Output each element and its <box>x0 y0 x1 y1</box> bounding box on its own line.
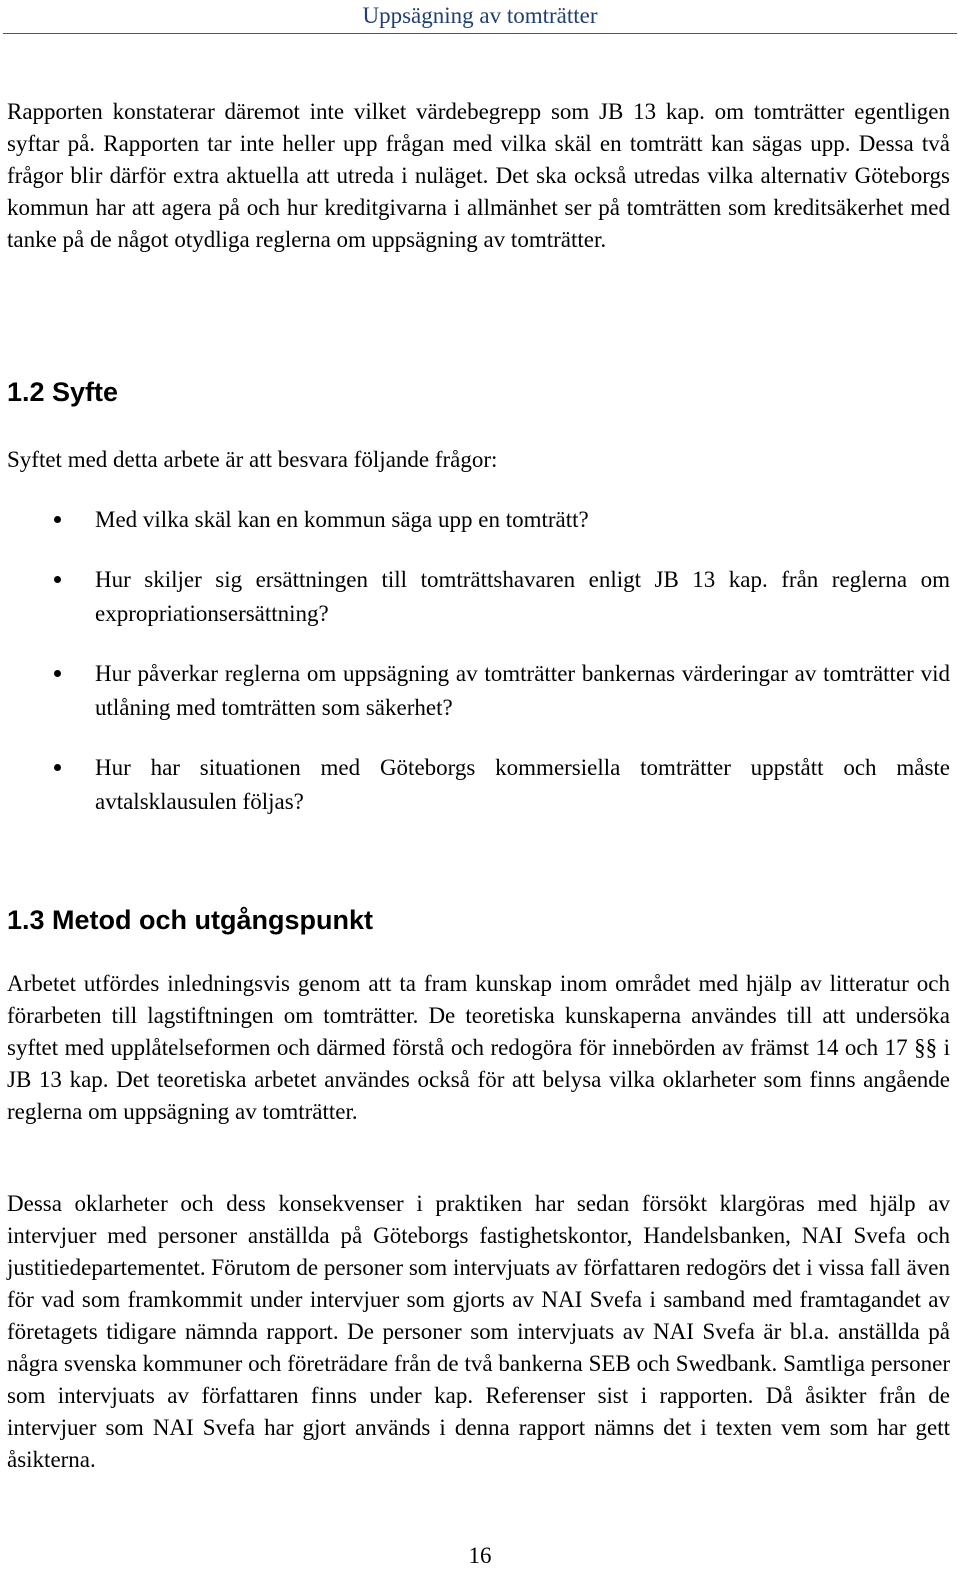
list-item <box>0 657 950 725</box>
question-text: Med vilka skäl kan en kommun säga upp en tomträtt? <box>95 507 589 532</box>
list-item <box>0 751 950 819</box>
syfte-lead-text: Syftet med detta arbete är att besvara följande frågor: <box>7 447 498 472</box>
section-heading-metod: 1.3 Metod och utgångspunkt <box>7 905 374 935</box>
list-item <box>0 503 950 537</box>
bullet-icon <box>54 670 61 677</box>
list-item <box>0 563 950 631</box>
question-text: Hur har situationen med Göteborgs kommersiella tomträtter uppstått och måste avtalsklausulen följas? <box>95 755 950 814</box>
page-number: 16 <box>468 1543 492 1568</box>
metod-paragraph-1: Arbetet utfördes inledningsvis genom att ta fram kunskap inom området med hjälp av litteratur och förarbeten till lagstiftningen om tomträtter. De teoretiska kunskaperna användes till att undersöka syftet med upplåtelseformen och därmed förstå och redogöra för innebörden av främst 14 och 17 §§ i JB 13 kap. Det teoretiska arbetet användes också för att belysa vilka oklarheter som finns angående reglerna om uppsägning av tomträtter. <box>7 971 950 1124</box>
bullet-icon <box>54 764 61 771</box>
running-header-title: Uppsägning av tomträtter <box>362 3 598 28</box>
bullet-icon <box>54 576 61 583</box>
intro-paragraph: Rapporten konstaterar däremot inte vilket värdebegrepp som JB 13 kap. om tomträtter egentligen syftar på. Rapporten tar inte heller upp frågan med vilka skäl en tomträtt kan sägas upp. Dessa två frågor blir därför extra aktuella att utreda i nuläget. Det ska också utredas vilka alternativ Göteborgs kommun har att agera på och hur kreditgivarna i allmänhet ser på tomträtten som kreditsäkerhet med tanke på de något otydliga reglerna om uppsägning av tomträtter. <box>7 99 950 252</box>
question-text: Hur påverkar reglerna om uppsägning av tomträtter bankernas värderingar av tomträtter vid utlåning med tomträtten som säkerhet? <box>95 661 950 720</box>
header-divider <box>3 33 957 34</box>
section-heading-syfte: 1.2 Syfte <box>7 377 119 407</box>
bullet-icon <box>54 516 61 523</box>
metod-paragraph-2: Dessa oklarheter och dess konsekvenser i praktiken har sedan försökt klargöras med hjälp av intervjuer med personer anställda på Göteborgs fastighetskontor, Handelsbanken, NAI Svefa och justitiedepartementet. Förutom de personer som intervjuats av författaren redogörs det i vissa fall även för vad som framkommit under intervjuer som gjorts av NAI Svefa i samband med framtagandet av företagets tidigare nämnda rapport. De personer som intervjuats av NAI Svefa är bl.a. anställda på några svenska kommuner och företrädare från de två bankerna SEB och Swedbank. Samtliga personer som intervjuats av författaren finns under kap. Referenser sist i rapporten. Då åsikter från de intervjuer som NAI Svefa har gjort används i denna rapport nämns det i texten vem som har gett åsikterna. <box>7 1191 950 1472</box>
question-list <box>0 503 960 819</box>
question-text: Hur skiljer sig ersättningen till tomträttshavaren enligt JB 13 kap. från reglerna om expropriationsersättning? <box>95 567 950 626</box>
